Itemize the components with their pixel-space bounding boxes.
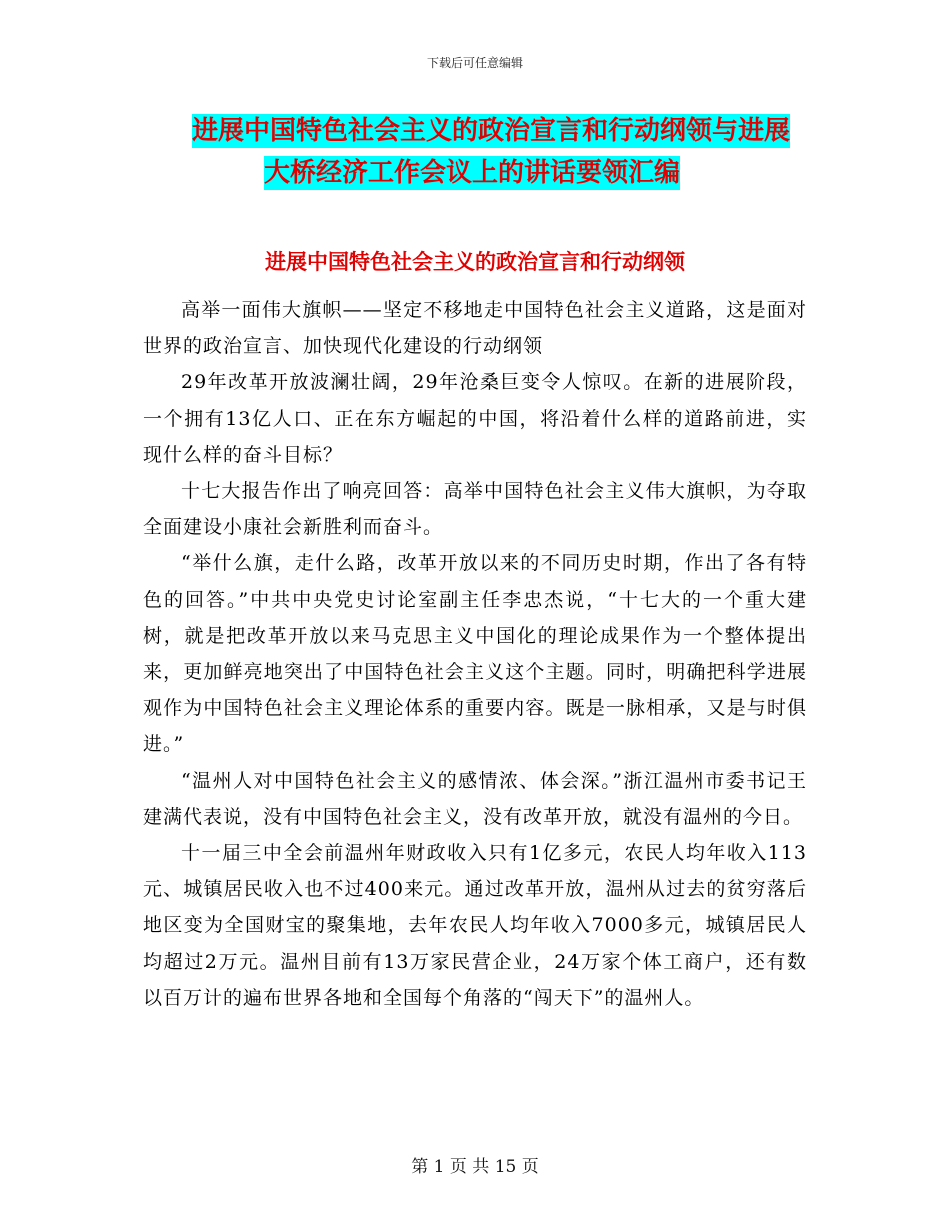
header-note: 下载后可任意编辑 — [426, 56, 523, 70]
title-line-1-text: 进展中国特色社会主义的政治宣言和行动纲领与进展 — [192, 116, 791, 146]
paragraph: 十七大报告作出了响亮回答：高举中国特色社会主义伟大旗帜，为夺取全面建设小康社会新胜利而奋斗。 — [143, 480, 807, 539]
title-line-1 — [140, 110, 820, 152]
page-footer: 第 1 页 共 15 页 — [411, 1157, 539, 1177]
paragraph: 29年改革开放波澜壮阔，29年沧桑巨变令人惊叹。在新的进展阶段，一个拥有13亿人口、正在东方崛起的中国，将沿着什么样的道路前进，实现什么样的奋斗目标？ — [143, 371, 807, 466]
paragraph: 十一届三中全会前温州年财政收入只有1亿多元，农民人均年收入113元、城镇居民收入也不过400来元。通过改革开放，温州从过去的贫穷落后地区变为全国财宝的聚集地，去年农民人均年收入7000多元，城镇居民人均超过2万元。温州目前有13万家民营企业，24万家个体工商户，还有数以百万计的遍布世界各地和全国每个角落的“闯天下”的温州人。 — [143, 842, 807, 1009]
paragraph: 高举一面伟大旗帜——坚定不移地走中国特色社会主义道路，这是面对世界的政治宣言、加快现代化建设的行动纲领 — [143, 299, 807, 358]
title-line-2 — [140, 152, 820, 194]
paragraph: “温州人对中国特色社会主义的感情浓、体会深。”浙江温州市委书记王建满代表说，没有中国特色社会主义，没有改革开放，就没有温州的今日。 — [143, 769, 807, 828]
paragraph: “举什么旗，走什么路，改革开放以来的不同历史时期，作出了各有特色的回答。”中共中央党史讨论室副主任李忠杰说，“十七大的一个重大建树，就是把改革开放以来马克思主义中国化的理论成果作为一个整体提出来，更加鲜亮地突出了中国特色社会主义这个主题。同时，明确把科学进展观作为中国特色社会主义理论体系的重要内容。既是一脉相承，又是与时俱进。” — [143, 552, 807, 756]
body-text — [143, 292, 807, 1016]
title-line-2-text: 大桥经济工作会议上的讲话要领汇编 — [264, 158, 681, 188]
document-title — [140, 110, 820, 194]
section-title: 进展中国特色社会主义的政治宣言和行动纲领 — [265, 250, 685, 274]
